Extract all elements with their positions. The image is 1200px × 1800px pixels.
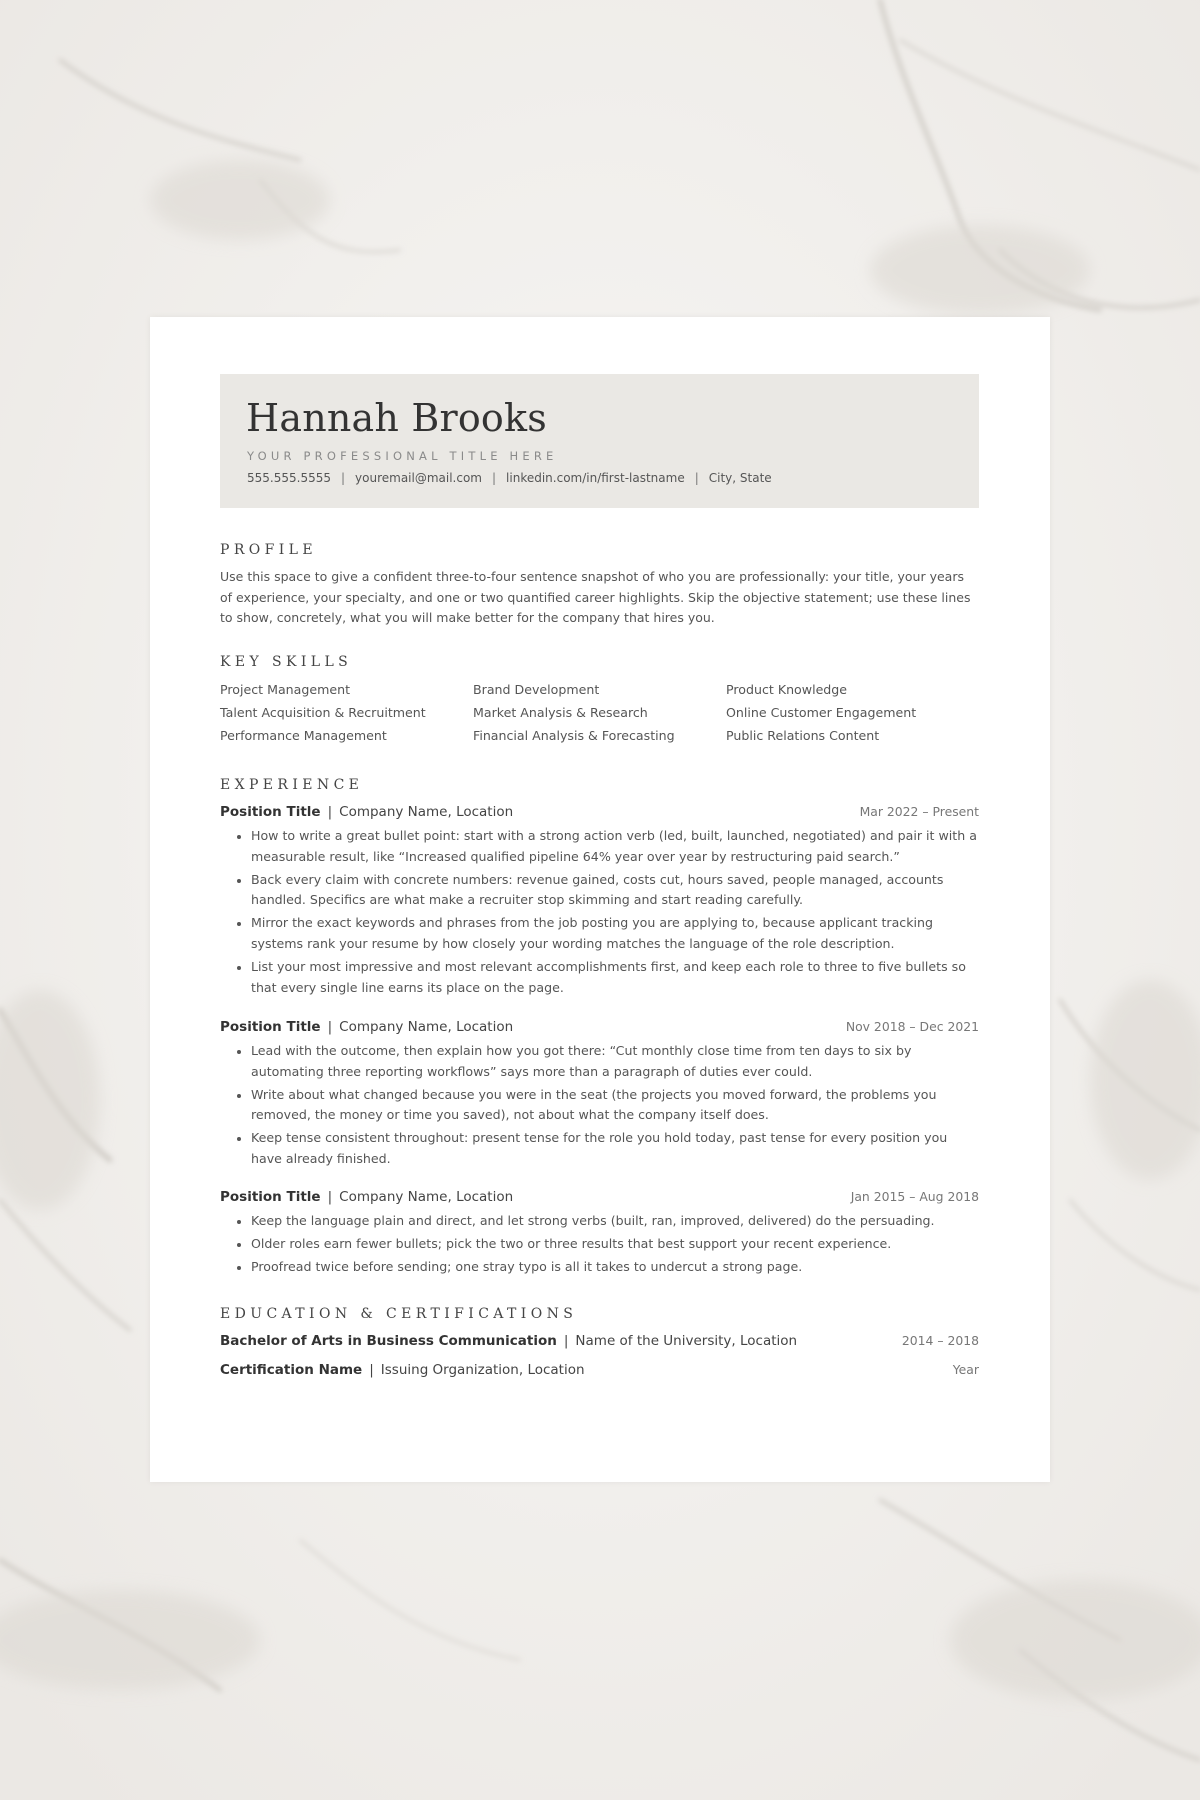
contact-line (247, 471, 772, 485)
bullet-item: Back every claim with concrete numbers: revenue gained, costs cut, hours saved, people managed, accounts handled. Specifics are what make a recruiter stop skimming and start reading carefully. (251, 870, 979, 912)
phone: 555.555.5555 (247, 471, 331, 485)
job-bullets (220, 826, 979, 998)
skill-item: Market Analysis & Research (473, 705, 648, 720)
skills-heading: KEY SKILLS (220, 654, 353, 670)
job-dates: Nov 2018 – Dec 2021 (845, 1019, 979, 1034)
separator: | (694, 471, 699, 485)
candidate-name: Hannah Brooks (246, 396, 547, 440)
profile-heading: PROFILE (220, 542, 317, 558)
bullet-item: Keep the language plain and direct, and let strong verbs (built, ran, improved, delivered) do the persuading. (251, 1211, 979, 1232)
resume-page (150, 317, 1050, 1482)
skill-item: Brand Development (473, 682, 600, 697)
certification-entry (220, 1362, 979, 1384)
skill-item: Public Relations Content (726, 728, 880, 743)
skill-item: Online Customer Engagement (726, 705, 917, 720)
certification-year: Year (952, 1362, 979, 1377)
skill-item: Financial Analysis & Forecasting (473, 728, 675, 743)
skill-item: Product Knowledge (726, 682, 848, 697)
position-title: Position Title (220, 1189, 321, 1205)
education-entry (220, 1333, 979, 1355)
separator: | (327, 1019, 333, 1035)
job-bullets (220, 1211, 979, 1277)
separator: | (340, 471, 346, 485)
separator: | (563, 1333, 569, 1349)
company-name: Company Name, Location (339, 1019, 514, 1035)
bullet-item: Write about what changed because you were in the seat (the projects you moved forward, the problems you removed, the money or time you saved), not about what the company itself does. (251, 1085, 979, 1127)
skill-item: Project Management (220, 682, 351, 697)
position-title: Position Title (220, 1019, 321, 1035)
bullet-item: Mirror the exact keywords and phrases from the job posting you are applying to, because applicant tracking systems rank your resume by how closely your wording matches the language of the role description. (251, 913, 979, 955)
bullet-item: Lead with the outcome, then explain how you got there: “Cut monthly close time from ten days to six by automating three reporting workflows” says more than a paragraph of duties ever could. (251, 1041, 979, 1083)
skill-item: Talent Acquisition & Recruitment (220, 705, 426, 720)
job-header (220, 804, 979, 826)
experience-entry (220, 1189, 979, 1279)
experience-entry (220, 804, 979, 1000)
position-title: Position Title (220, 804, 321, 820)
job-header (220, 1019, 979, 1041)
education-heading: EDUCATION & CERTIFICATIONS (220, 1306, 578, 1322)
linkedin: linkedin.com/in/first-lastname (506, 471, 685, 485)
job-dates: Jan 2015 – Aug 2018 (850, 1189, 979, 1204)
company-name: Company Name, Location (339, 1189, 514, 1205)
education-dates: 2014 – 2018 (901, 1333, 979, 1348)
skill-item: Performance Management (220, 728, 387, 743)
separator: | (327, 1189, 333, 1205)
bullet-item: Keep tense consistent throughout: present tense for the role you hold today, past tense for every position you have already finished. (251, 1128, 979, 1170)
company-name: Company Name, Location (339, 804, 514, 820)
bullet-item: List your most impressive and most relevant accomplishments first, and keep each role to three to five bullets so that every single line earns its place on the page. (251, 957, 979, 999)
resume-header (220, 374, 979, 508)
job-bullets (220, 1041, 979, 1170)
experience-entry (220, 1019, 979, 1172)
email: youremail@mail.com (355, 471, 482, 485)
experience-heading: EXPERIENCE (220, 777, 364, 793)
separator: | (492, 471, 497, 485)
institution-name: Name of the University, Location (575, 1333, 798, 1349)
bullet-item: How to write a great bullet point: start with a strong action verb (led, built, launched, negotiated) and pair it with a measurable result, like “Increased qualified pipeline 64% year over year by restructuring paid search.” (251, 826, 979, 868)
certification-name: Certification Name (220, 1362, 363, 1378)
location: City, State (708, 471, 772, 485)
issuing-organization: Issuing Organization, Location (380, 1362, 585, 1378)
skills-grid (220, 680, 979, 745)
separator: | (327, 804, 333, 820)
job-header (220, 1189, 979, 1211)
job-dates: Mar 2022 – Present (859, 804, 979, 819)
degree-name: Bachelor of Arts in Business Communication (220, 1333, 557, 1349)
bullet-item: Older roles earn fewer bullets; pick the two or three results that best support your recent experience. (251, 1234, 979, 1255)
profile-summary: Use this space to give a confident three-to-four sentence snapshot of who you are professionally: your title, your years of experience, your specialty, and one or two quantified career highlights. Skip the objective statement; use these lines to show, concretely, what you will make better for the company that hires you. (220, 569, 971, 625)
separator: | (369, 1362, 374, 1378)
bullet-item: Proofread twice before sending; one stray typo is all it takes to undercut a strong page. (251, 1257, 979, 1278)
professional-title: YOUR PROFESSIONAL TITLE HERE (247, 449, 558, 463)
